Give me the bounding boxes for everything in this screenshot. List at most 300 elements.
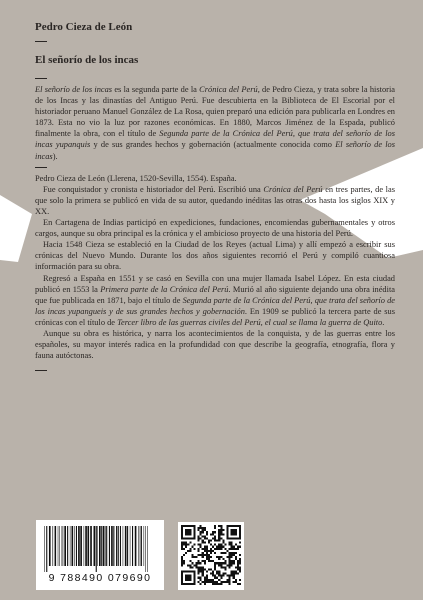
qr-module bbox=[218, 583, 220, 585]
qr-module bbox=[216, 573, 218, 575]
qr-module bbox=[191, 562, 193, 564]
qr-module bbox=[212, 575, 214, 577]
qr-module bbox=[218, 539, 220, 541]
qr-module bbox=[208, 539, 210, 541]
qr-module bbox=[216, 577, 218, 579]
qr-module bbox=[181, 583, 183, 585]
qr-module bbox=[193, 556, 195, 558]
barcode-bar bbox=[90, 526, 92, 566]
synopsis-paragraph bbox=[35, 84, 395, 162]
qr-module bbox=[220, 544, 222, 546]
qr-module bbox=[220, 533, 222, 535]
qr-module bbox=[204, 529, 206, 531]
qr-module bbox=[227, 527, 229, 529]
qr-module bbox=[181, 575, 183, 577]
qr-module bbox=[239, 562, 241, 564]
qr-module bbox=[198, 529, 200, 531]
qr-module bbox=[204, 579, 206, 581]
qr-module bbox=[181, 544, 183, 546]
barcode-bar bbox=[135, 526, 137, 566]
qr-module bbox=[214, 577, 216, 579]
qr-module bbox=[222, 566, 224, 568]
qr-module bbox=[204, 550, 206, 552]
qr-module bbox=[233, 531, 235, 533]
qr-module bbox=[181, 558, 183, 560]
qr-module bbox=[202, 566, 204, 568]
barcode-bar bbox=[58, 526, 59, 566]
qr-module bbox=[235, 529, 237, 531]
qr-module bbox=[231, 560, 233, 562]
qr-module bbox=[198, 573, 200, 575]
qr-module bbox=[183, 525, 185, 527]
qr-module bbox=[235, 548, 237, 550]
qr-module bbox=[218, 556, 220, 558]
qr-module bbox=[200, 577, 202, 579]
text-run: . bbox=[382, 317, 385, 327]
qr-module bbox=[208, 568, 210, 570]
qr-module bbox=[222, 581, 224, 583]
qr-module bbox=[222, 546, 224, 548]
qr-module bbox=[233, 533, 235, 535]
qr-module bbox=[218, 579, 220, 581]
text-run: En Cartagena de Indias participó en expediciones, fundaciones, encomiendas gubernamentales y otros cargos, aunque su obra principal es la crónica y el ambicioso proyecto de una historia del Perú. bbox=[35, 218, 395, 239]
barcode-bar bbox=[99, 526, 101, 566]
qr-module bbox=[189, 564, 191, 566]
qr-module bbox=[206, 579, 208, 581]
barcode-bar bbox=[44, 526, 45, 572]
qr-module bbox=[233, 537, 235, 539]
text-run: , de Pedro Cieza, y trata sobre la historia de los Incas y las dinastías del Antiguo Perú. Fue descubierta en la Biblioteca de El Escorial por el historiador peruano Manuel González de La Rosa, quien preparó una edición para publicarla en Londres en 1873. Esta no vio la luz por razones económicas. En 1880, Marcos Jiménez de la Espada, publicó finalmente la obra, con el título de bbox=[35, 85, 395, 139]
qr-module bbox=[229, 537, 231, 539]
qr-module bbox=[214, 527, 216, 529]
qr-module bbox=[206, 558, 208, 560]
qr-module bbox=[218, 564, 220, 566]
text-run: . En 1909 se publicó la tercera parte de sus crónicas con el título de bbox=[35, 306, 395, 327]
qr-module bbox=[187, 550, 189, 552]
qr-module bbox=[198, 544, 200, 546]
qr-module bbox=[214, 544, 216, 546]
qr-module bbox=[229, 566, 231, 568]
qr-module bbox=[195, 556, 197, 558]
qr-module bbox=[231, 533, 233, 535]
qr-module bbox=[202, 539, 204, 541]
qr-module bbox=[237, 583, 239, 585]
qr-module bbox=[198, 560, 200, 562]
qr-module bbox=[235, 556, 237, 558]
qr-module bbox=[183, 542, 185, 544]
qr-module bbox=[200, 546, 202, 548]
qr-module bbox=[202, 554, 204, 556]
qr-module bbox=[206, 571, 208, 573]
qr-module bbox=[198, 539, 200, 541]
qr-module bbox=[191, 546, 193, 548]
qr-module bbox=[227, 556, 229, 558]
qr-module bbox=[218, 558, 220, 560]
qr-module bbox=[185, 542, 187, 544]
qr-module bbox=[222, 533, 224, 535]
qr-module bbox=[200, 571, 202, 573]
qr-module bbox=[185, 537, 187, 539]
qr-module bbox=[183, 554, 185, 556]
qr-module bbox=[214, 552, 216, 554]
qr-module bbox=[214, 562, 216, 564]
qr-module bbox=[187, 575, 189, 577]
qr-module bbox=[224, 544, 226, 546]
qr-module bbox=[229, 556, 231, 558]
qr-module bbox=[181, 556, 183, 558]
qr-module bbox=[218, 546, 220, 548]
qr-module bbox=[185, 525, 187, 527]
qr-module bbox=[189, 566, 191, 568]
qr-module bbox=[220, 548, 222, 550]
qr-module bbox=[181, 571, 183, 573]
qr-module bbox=[181, 546, 183, 548]
qr-module bbox=[185, 544, 187, 546]
barcode-bar bbox=[116, 526, 117, 566]
qr-module bbox=[218, 562, 220, 564]
qr-module bbox=[239, 546, 241, 548]
divider bbox=[35, 370, 47, 371]
qr-module bbox=[198, 550, 200, 552]
qr-module bbox=[235, 525, 237, 527]
qr-code-matrix bbox=[181, 525, 241, 585]
qr-module bbox=[185, 575, 187, 577]
qr-module bbox=[202, 552, 204, 554]
qr-module bbox=[218, 531, 220, 533]
qr-module bbox=[200, 579, 202, 581]
qr-module bbox=[237, 568, 239, 570]
qr-module bbox=[198, 554, 200, 556]
qr-module bbox=[202, 560, 204, 562]
qr-module bbox=[218, 571, 220, 573]
bio-paragraph bbox=[35, 217, 395, 239]
qr-module bbox=[229, 562, 231, 564]
qr-module bbox=[220, 575, 222, 577]
qr-module bbox=[222, 573, 224, 575]
qr-module bbox=[239, 533, 241, 535]
qr-module bbox=[220, 529, 222, 531]
qr-module bbox=[222, 575, 224, 577]
qr-module bbox=[189, 548, 191, 550]
qr-module bbox=[195, 566, 197, 568]
qr-module bbox=[208, 579, 210, 581]
qr-module bbox=[183, 544, 185, 546]
qr-module bbox=[187, 564, 189, 566]
qr-module bbox=[237, 560, 239, 562]
isbn-number: 9 788490 079690 bbox=[48, 572, 152, 584]
qr-module bbox=[189, 537, 191, 539]
italic-text-run: Segunda parte de la Crónica del Perú, que trata del señorío de los incas yupanquis bbox=[35, 129, 395, 150]
qr-module bbox=[233, 546, 235, 548]
qr-module bbox=[229, 564, 231, 566]
barcode-bar bbox=[49, 526, 51, 566]
qr-module bbox=[239, 583, 241, 585]
italic-text-run: Segunda parte de la Crónica del Perú, que trata del señorío de los incas yupangueis y de sus grandes hechos y gobernación bbox=[35, 295, 396, 316]
qr-module bbox=[229, 544, 231, 546]
qr-module bbox=[189, 575, 191, 577]
qr-module bbox=[200, 544, 202, 546]
qr-code bbox=[178, 522, 244, 590]
qr-module bbox=[198, 581, 200, 583]
qr-module bbox=[235, 579, 237, 581]
qr-module bbox=[218, 575, 220, 577]
text-run: es la segunda parte de la bbox=[112, 85, 200, 94]
barcode-bar bbox=[67, 526, 68, 566]
qr-module bbox=[208, 560, 210, 562]
qr-module bbox=[200, 533, 202, 535]
qr-module bbox=[208, 554, 210, 556]
qr-module bbox=[235, 531, 237, 533]
qr-module bbox=[185, 546, 187, 548]
qr-module bbox=[231, 537, 233, 539]
qr-module bbox=[233, 552, 235, 554]
qr-module bbox=[227, 581, 229, 583]
qr-module bbox=[239, 566, 241, 568]
qr-module bbox=[191, 537, 193, 539]
barcode-bar bbox=[74, 526, 75, 566]
qr-module bbox=[191, 571, 193, 573]
qr-module bbox=[214, 581, 216, 583]
qr-module bbox=[227, 525, 229, 527]
qr-module bbox=[231, 529, 233, 531]
barcode-bar bbox=[63, 526, 64, 566]
qr-module bbox=[220, 583, 222, 585]
italic-text-run: Tercer libro de las guerras civiles del Perú, el cual se llama la guerra de Quito bbox=[117, 317, 383, 327]
qr-module bbox=[222, 539, 224, 541]
qr-module bbox=[206, 554, 208, 556]
divider bbox=[35, 41, 47, 42]
qr-module bbox=[237, 548, 239, 550]
qr-module bbox=[220, 564, 222, 566]
qr-module bbox=[214, 525, 216, 527]
qr-module bbox=[212, 571, 214, 573]
barcode-bar bbox=[145, 526, 146, 572]
qr-module bbox=[191, 554, 193, 556]
qr-module bbox=[202, 568, 204, 570]
qr-module bbox=[193, 525, 195, 527]
qr-module bbox=[231, 575, 233, 577]
qr-module bbox=[193, 581, 195, 583]
qr-module bbox=[193, 531, 195, 533]
qr-module bbox=[185, 579, 187, 581]
qr-module bbox=[200, 527, 202, 529]
qr-module bbox=[198, 537, 200, 539]
qr-module bbox=[237, 546, 239, 548]
qr-module bbox=[193, 573, 195, 575]
barcode-bar bbox=[87, 526, 89, 566]
qr-module bbox=[204, 560, 206, 562]
qr-module bbox=[212, 583, 214, 585]
qr-module bbox=[193, 533, 195, 535]
qr-module bbox=[181, 581, 183, 583]
qr-module bbox=[206, 548, 208, 550]
qr-module bbox=[206, 581, 208, 583]
qr-module bbox=[220, 552, 222, 554]
qr-module bbox=[198, 568, 200, 570]
author-name: Pedro Cieza de León bbox=[35, 21, 133, 33]
qr-module bbox=[235, 573, 237, 575]
qr-module bbox=[200, 537, 202, 539]
qr-module bbox=[235, 571, 237, 573]
qr-module bbox=[198, 566, 200, 568]
qr-module bbox=[195, 562, 197, 564]
qr-module bbox=[218, 533, 220, 535]
qr-module bbox=[224, 548, 226, 550]
qr-module bbox=[214, 531, 216, 533]
qr-module bbox=[220, 562, 222, 564]
qr-module bbox=[210, 552, 212, 554]
qr-module bbox=[233, 529, 235, 531]
barcode-bar bbox=[144, 526, 145, 566]
qr-module bbox=[237, 525, 239, 527]
qr-module bbox=[185, 571, 187, 573]
qr-module bbox=[218, 535, 220, 537]
qr-module bbox=[237, 562, 239, 564]
qr-module bbox=[224, 573, 226, 575]
qr-module bbox=[231, 564, 233, 566]
qr-module bbox=[220, 527, 222, 529]
qr-module bbox=[233, 562, 235, 564]
qr-module bbox=[229, 583, 231, 585]
qr-module bbox=[218, 548, 220, 550]
qr-module bbox=[187, 525, 189, 527]
qr-module bbox=[210, 560, 212, 562]
qr-module bbox=[239, 579, 241, 581]
barcode-bar bbox=[130, 526, 131, 566]
qr-module bbox=[181, 564, 183, 566]
qr-module bbox=[210, 548, 212, 550]
qr-module bbox=[231, 525, 233, 527]
qr-module bbox=[208, 558, 210, 560]
text-run: y de sus grandes hechos y gobernación (actualmente conocida como bbox=[90, 140, 336, 150]
qr-module bbox=[187, 571, 189, 573]
barcode-bar bbox=[141, 526, 142, 566]
qr-module bbox=[204, 562, 206, 564]
barcode-bar bbox=[70, 526, 71, 566]
qr-module bbox=[210, 568, 212, 570]
barcode-bar bbox=[46, 526, 47, 572]
qr-module bbox=[204, 568, 206, 570]
qr-module bbox=[212, 581, 214, 583]
qr-module bbox=[214, 537, 216, 539]
qr-module bbox=[224, 566, 226, 568]
qr-module bbox=[229, 548, 231, 550]
qr-module bbox=[185, 577, 187, 579]
qr-module bbox=[206, 556, 208, 558]
qr-module bbox=[210, 581, 212, 583]
qr-module bbox=[193, 564, 195, 566]
qr-module bbox=[233, 571, 235, 573]
qr-module bbox=[239, 529, 241, 531]
qr-module bbox=[239, 531, 241, 533]
qr-module bbox=[212, 573, 214, 575]
qr-module bbox=[235, 544, 237, 546]
barcode-bar bbox=[55, 526, 56, 566]
qr-module bbox=[200, 568, 202, 570]
qr-module bbox=[231, 544, 233, 546]
qr-module bbox=[214, 535, 216, 537]
qr-module bbox=[214, 548, 216, 550]
qr-module bbox=[181, 573, 183, 575]
qr-module bbox=[200, 525, 202, 527]
qr-module bbox=[233, 548, 235, 550]
barcode-bar bbox=[97, 526, 98, 566]
qr-module bbox=[193, 529, 195, 531]
qr-module bbox=[187, 529, 189, 531]
qr-module bbox=[185, 552, 187, 554]
qr-module bbox=[235, 533, 237, 535]
qr-module bbox=[224, 581, 226, 583]
qr-module bbox=[216, 556, 218, 558]
qr-module bbox=[227, 575, 229, 577]
barcode-bar bbox=[109, 526, 110, 566]
qr-module bbox=[181, 535, 183, 537]
qr-module bbox=[227, 529, 229, 531]
qr-module bbox=[210, 533, 212, 535]
barcode-bar bbox=[76, 526, 77, 566]
qr-module bbox=[200, 554, 202, 556]
qr-module bbox=[193, 583, 195, 585]
barcode-bar bbox=[111, 526, 113, 566]
qr-module bbox=[239, 571, 241, 573]
qr-module bbox=[231, 554, 233, 556]
qr-module bbox=[239, 525, 241, 527]
qr-module bbox=[202, 556, 204, 558]
qr-module bbox=[198, 548, 200, 550]
qr-module bbox=[233, 525, 235, 527]
qr-module bbox=[206, 575, 208, 577]
qr-module bbox=[189, 583, 191, 585]
barcode-bar bbox=[101, 526, 102, 566]
text-run: Hacia 1548 Cieza se estableció en la Ciudad de los Reyes (actual Lima) y allí empezó a escribir sus crónicas del Nuevo Mundo. Durante los dos años siguientes recorrió el Perú y compiló cuantiosa información para su obra. bbox=[35, 240, 395, 272]
qr-module bbox=[218, 537, 220, 539]
qr-module bbox=[183, 548, 185, 550]
qr-module bbox=[233, 554, 235, 556]
book-title: El señorío de los incas bbox=[35, 54, 139, 66]
barcode-bar bbox=[138, 526, 139, 566]
qr-module bbox=[220, 581, 222, 583]
qr-module bbox=[204, 537, 206, 539]
qr-module bbox=[200, 531, 202, 533]
qr-module bbox=[231, 548, 233, 550]
barcode-bar bbox=[72, 526, 74, 566]
qr-module bbox=[227, 535, 229, 537]
qr-module bbox=[206, 531, 208, 533]
barcode-bar bbox=[54, 526, 55, 566]
qr-module bbox=[183, 560, 185, 562]
qr-module bbox=[191, 556, 193, 558]
qr-module bbox=[216, 546, 218, 548]
divider bbox=[35, 78, 47, 79]
qr-module bbox=[204, 581, 206, 583]
qr-module bbox=[212, 579, 214, 581]
qr-module bbox=[229, 577, 231, 579]
qr-module bbox=[200, 583, 202, 585]
qr-module bbox=[198, 571, 200, 573]
qr-module bbox=[206, 546, 208, 548]
qr-module bbox=[227, 537, 229, 539]
text-run: en tres partes, de las que solo la primera se publicó en vida de su autor, quedando inéditas las otras dos hasta los siglos XIX y XX. bbox=[35, 184, 395, 216]
qr-module bbox=[208, 581, 210, 583]
qr-module bbox=[193, 575, 195, 577]
qr-module bbox=[181, 577, 183, 579]
italic-text-run: El señorío de los incas bbox=[35, 85, 113, 94]
barcode-bar bbox=[113, 526, 114, 566]
qr-module bbox=[235, 566, 237, 568]
qr-module bbox=[181, 542, 183, 544]
qr-module bbox=[183, 537, 185, 539]
qr-module bbox=[204, 577, 206, 579]
